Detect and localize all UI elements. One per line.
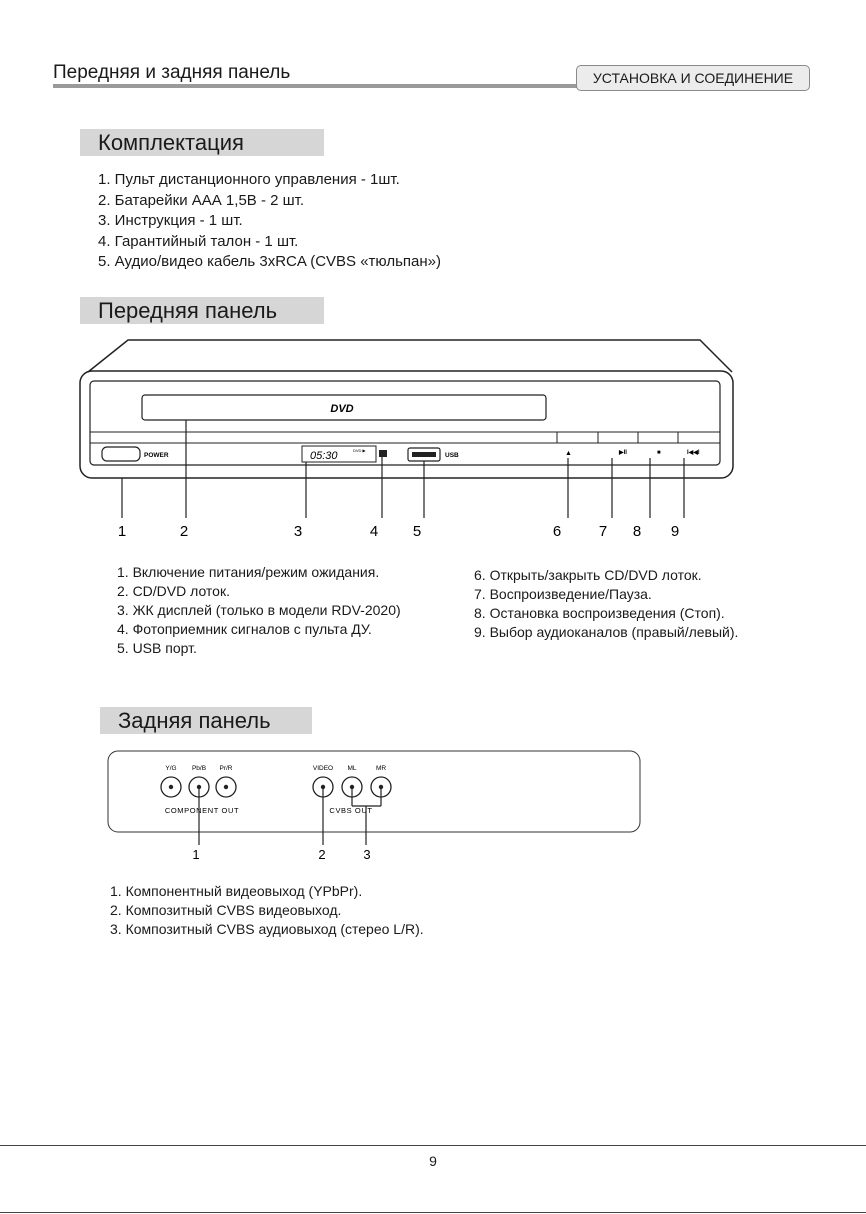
rear-callout-lines: [199, 787, 381, 845]
list-item: 3. Композитный CVBS аудиовыход (стерео L/R).: [110, 921, 424, 937]
kit-heading-text: Комплектация: [98, 129, 244, 155]
device-body: [80, 371, 733, 478]
callout-6: 6: [552, 523, 562, 540]
rear-panel-heading: [100, 707, 312, 734]
rear-panel-heading-text: Задняя панель: [118, 707, 271, 733]
list-item: 7. Воспроизведение/Пауза.: [474, 586, 652, 602]
dvd-logo: DVD: [330, 403, 354, 415]
callout-5: 5: [412, 523, 422, 540]
page-bottom-rule: [0, 1212, 866, 1213]
usb-label: USB: [445, 452, 459, 459]
list-item: 2. CD/DVD лоток.: [117, 583, 230, 599]
device-lid: [88, 340, 732, 372]
rear-panel-body: [108, 751, 640, 832]
audio-channel-icon: I◀◀I: [687, 450, 700, 456]
jack-label-pbb: Pb/B: [191, 765, 207, 772]
section-tab-label: УСТАНОВКА И СОЕДИНЕНИЕ: [592, 70, 794, 86]
footer-rule: [0, 1145, 866, 1146]
power-button: [102, 447, 140, 461]
lcd-time: 05:30: [310, 450, 338, 462]
callout-8: 8: [632, 523, 642, 540]
list-item: 3. ЖК дисплей (только в модели RDV-2020): [117, 602, 401, 618]
callout-lines: [122, 420, 684, 518]
list-item: 2. Батарейки ААА 1,5В - 2 шт.: [98, 191, 305, 209]
list-item: 4. Гарантийный талон - 1 шт.: [98, 232, 299, 250]
callout-9: 9: [670, 523, 680, 540]
ir-sensor: [379, 450, 387, 457]
list-item: 2. Композитный CVBS видеовыход.: [110, 902, 342, 918]
rear-callout-3: 3: [363, 847, 371, 862]
front-panel-diagram: [0, 0, 866, 560]
callout-numbers: [118, 523, 679, 540]
callout-1: 1: [117, 523, 127, 540]
list-item: 6. Открыть/закрыть CD/DVD лоток.: [474, 567, 702, 583]
list-item: 8. Остановка воспроизведения (Стоп).: [474, 605, 725, 621]
front-panel-heading-text: Передняя панель: [98, 297, 278, 323]
callout-2: 2: [179, 523, 189, 540]
callout-3: 3: [293, 523, 303, 540]
rca-jacks: [161, 777, 391, 797]
jack-label-ml: ML: [347, 765, 357, 772]
stop-icon: ■: [657, 450, 661, 456]
callout-7: 7: [598, 523, 608, 540]
front-desc-right: [474, 566, 738, 642]
list-item: 5. Аудио/видео кабель 3xRCA (CVBS «тюльпан»): [98, 253, 441, 270]
lcd-mode: DVD ▶: [353, 448, 366, 453]
eject-icon: ▲: [565, 450, 572, 457]
jack-labels: [165, 765, 386, 772]
jack-label-prr: Pr/R: [219, 765, 233, 772]
usb-slot: [412, 452, 436, 457]
jack-label-yg: Y/G: [165, 765, 177, 772]
page-number: 9: [429, 1153, 437, 1169]
cvbs-out-label: CVBS OUT: [329, 806, 373, 815]
rear-desc-list: [110, 882, 424, 939]
rear-callout-numbers: [192, 847, 370, 862]
list-item: 1. Включение питания/режим ожидания.: [117, 564, 380, 580]
jack-label-video: VIDEO: [312, 765, 334, 772]
front-desc-left: [117, 563, 401, 658]
list-item: 3. Инструкция - 1 шт.: [98, 212, 243, 229]
list-item: 9. Выбор аудиоканалов (правый/левый).: [474, 624, 739, 640]
rear-callout-1: 1: [192, 847, 200, 862]
component-out-label: COMPONENT OUT: [164, 806, 240, 815]
play-pause-icon: ▶II: [619, 450, 627, 456]
callout-4: 4: [369, 523, 379, 540]
power-label: POWER: [144, 452, 169, 459]
rear-panel-diagram: [0, 740, 866, 870]
list-item: 4. Фотоприемник сигналов с пульта ДУ.: [117, 621, 372, 637]
list-item: 5. USB порт.: [117, 640, 197, 656]
list-item: 1. Компонентный видеовыход (YPbPr).: [110, 883, 363, 899]
page-header-title: Передняя и задняя панель: [53, 62, 291, 83]
rear-callout-2: 2: [318, 847, 326, 862]
jack-label-mr: MR: [375, 765, 387, 772]
list-item: 1. Пульт дистанционного управления - 1шт.: [98, 171, 400, 188]
